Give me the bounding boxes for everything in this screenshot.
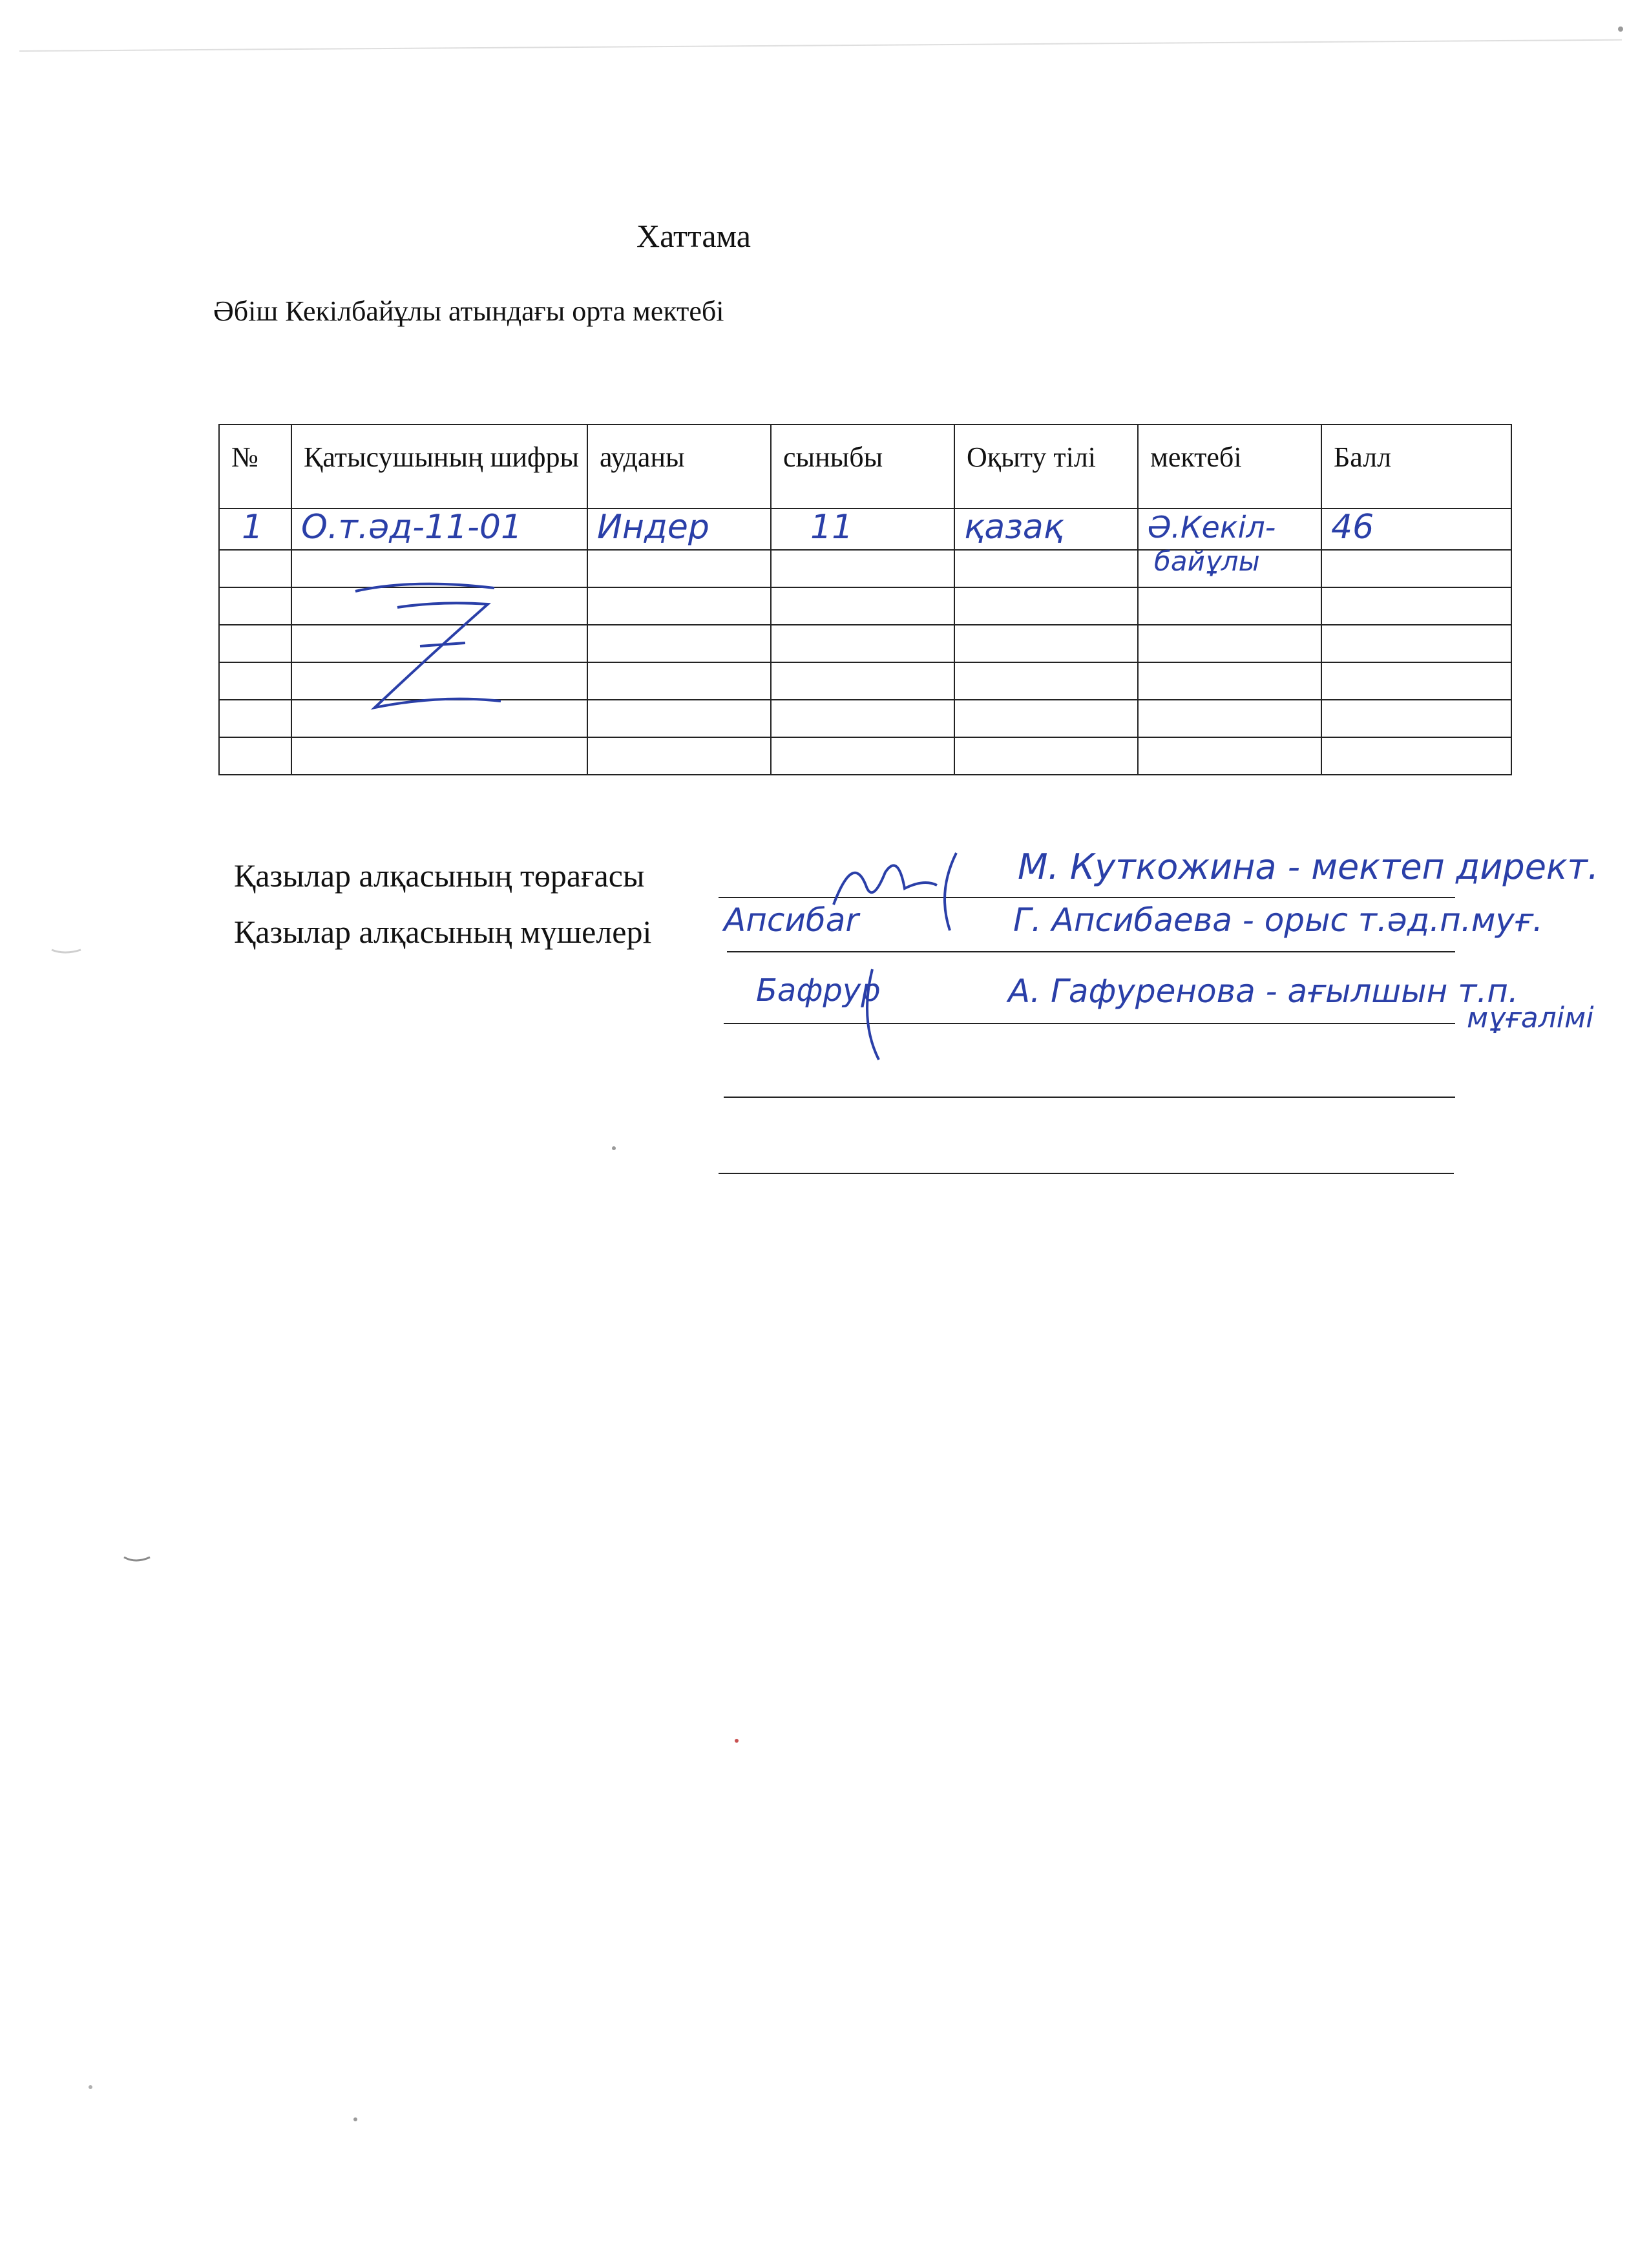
member1-entry: Г. Апсибаева - орыс т.әд.п.муғ. <box>1013 901 1543 939</box>
document-title: Хаттама <box>636 218 751 254</box>
header-number: № <box>219 425 291 509</box>
score-value: 46 <box>1331 508 1374 547</box>
header-district: ауданы <box>587 425 771 509</box>
language-value: қазақ <box>964 508 1064 547</box>
school-name: Әбіш Кекілбайұлы атындағы орта мектебі <box>213 295 724 327</box>
participant-cipher: О.т.әд-11-01 <box>301 508 523 547</box>
chair-entry: М. Куткожина - мектеп директ. <box>1018 846 1599 887</box>
members-label: Қазылар алқасының мүшелері <box>234 914 652 950</box>
grade-value: 11 <box>810 508 854 547</box>
member2-entry-line2: мұғалімі <box>1467 1002 1594 1034</box>
header-score: Балл <box>1321 425 1511 509</box>
school-value-line2: байұлы <box>1154 545 1260 577</box>
member1-signature: Апсибаr <box>724 901 859 939</box>
header-grade: сыныбы <box>771 425 954 509</box>
header-school: мектебі <box>1138 425 1321 509</box>
header-cipher: Қатысушының шифры <box>291 425 587 509</box>
district-value: Индер <box>597 508 709 547</box>
header-language: Оқыту тілі <box>954 425 1138 509</box>
member2-signature: Бафрур <box>756 972 881 1009</box>
row-number: 1 <box>242 508 264 547</box>
school-value-line1: Ә.Кекіл- <box>1148 510 1276 545</box>
member2-entry: А. Гафуренова - ағылшын т.п. <box>1008 972 1518 1010</box>
chair-label: Қазылар алқасының төрағасы <box>234 857 645 894</box>
